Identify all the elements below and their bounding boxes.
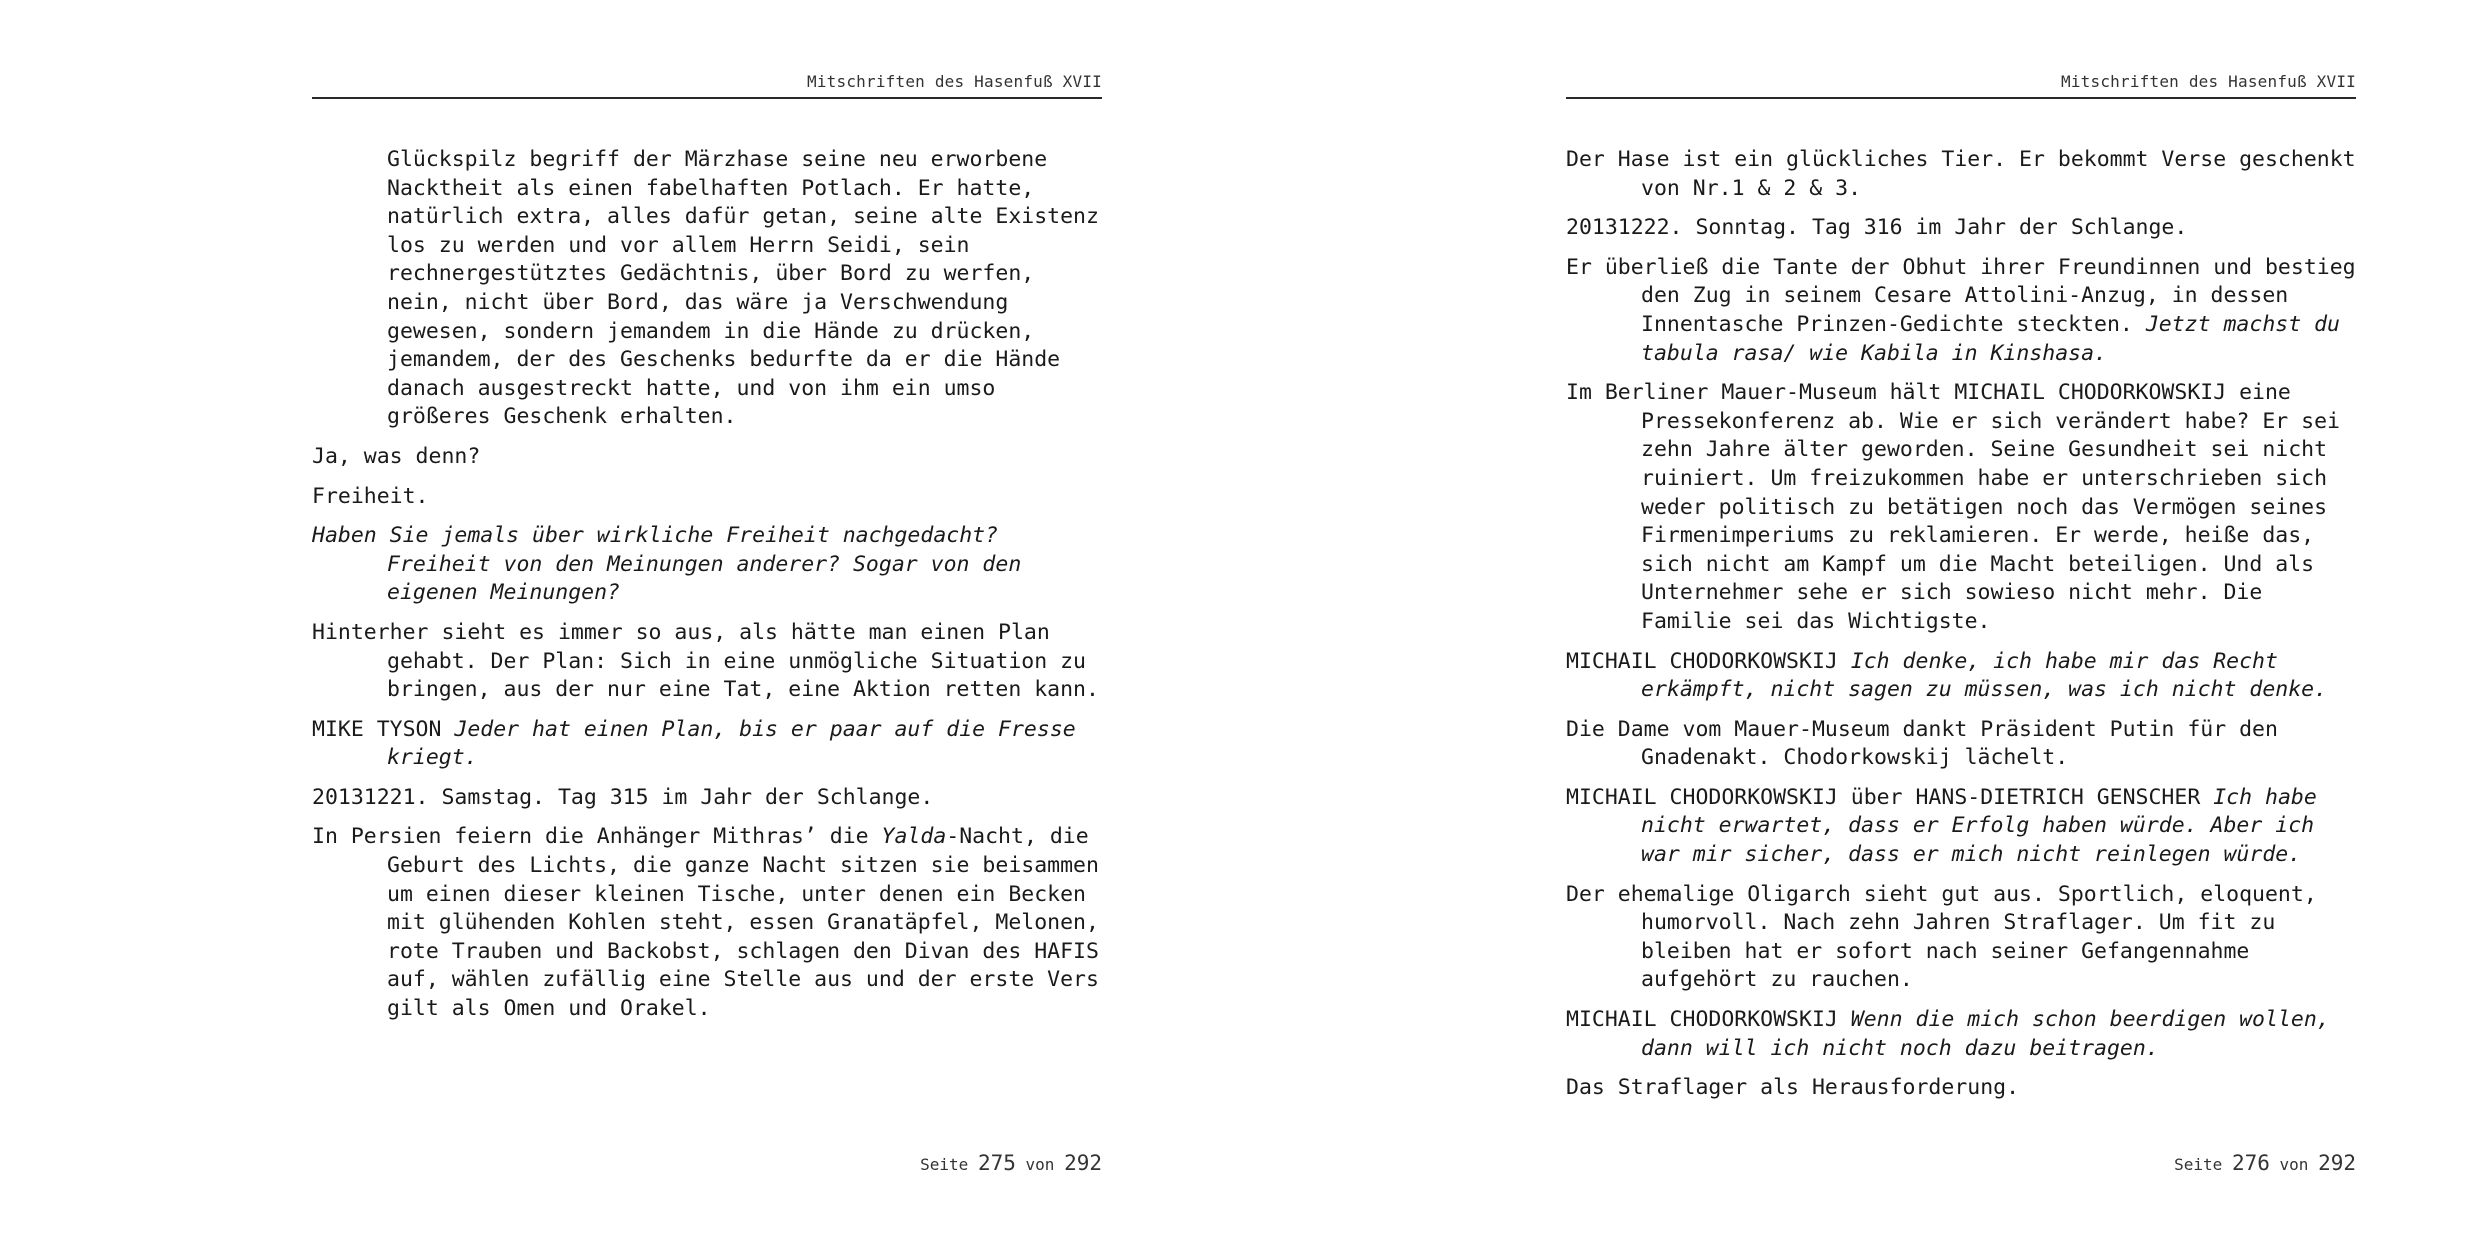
paragraph [312, 522, 1102, 608]
text-run: Der Hase ist ein glückliches Tier. Er bekommt Verse geschenkt von Nr.1 & 2 & 3. [1566, 147, 2356, 201]
running-header: Mitschriften des Hasenfuß XVII [807, 72, 1102, 91]
italic-text-run: Jetzt machst du tabula rasa/ wie Kabila in Kinshasa. [1641, 311, 2340, 366]
paragraph [1566, 648, 2356, 705]
paragraph [1566, 1006, 2356, 1063]
text-run: Glückspilz begriff der Märzhase seine neu erworbene Nacktheit als einen fabelhaften Potlach. Er hatte, natürlich extra, alles dafür getan, seine alte Existenz los zu werden und vor allem Herrn Seidi, sein rechnergestütztes Gedächtnis, über Bord zu werfen, nein, nicht über Bord, das wäre ja Verschwendung gewesen, sondern jemandem in die Hände zu drücken, jemandem, der des Geschenks bedurfte da er die Hände danach ausgestreckt hatte, und von ihm ein umso größeres Geschenk erhalten. [387, 147, 1099, 430]
text-run: Ja, was denn? [312, 443, 481, 469]
italic-text-run: Jeder hat einen Plan, bis er paar auf die Fresse kriegt. [387, 716, 1076, 771]
paragraph [1566, 881, 2356, 995]
page-total: 292 [1064, 1151, 1102, 1175]
text-run: MICHAIL CHODORKOWSKIJ [1566, 648, 1851, 674]
paragraph [1566, 1074, 2356, 1103]
footer-of: von [2279, 1155, 2309, 1174]
page-body [312, 146, 1102, 1035]
text-run: MICHAIL CHODORKOWSKIJ [1566, 1007, 1851, 1033]
text-run: Das Straflager als Herausforderung. [1566, 1075, 2020, 1101]
paragraph [1566, 784, 2356, 870]
text-run: MIKE TYSON [312, 716, 455, 742]
page-number: 276 [2231, 1151, 2270, 1175]
text-run: Der ehemalige Oligarch sieht gut aus. Sportlich, eloquent, humorvoll. Nach zehn Jahren Straflager. Um fit zu bleiben hat er sofort nach seiner Gefangennahme aufgehört zu rauchen. [1566, 881, 2317, 993]
italic-text-run: Yalda [881, 824, 947, 850]
italic-text-run: Wenn die mich schon beerdigen wollen, dann will ich nicht noch dazu beitragen. [1641, 1007, 2330, 1061]
text-run: In Persien feiern die Anhänger Mithras’ die [312, 824, 882, 850]
text-run: MICHAIL CHODORKOWSKIJ über HANS-DIETRICH GENSCHER [1566, 784, 2214, 810]
footer-prefix: Seite [920, 1155, 969, 1174]
paragraph [1566, 379, 2356, 636]
page-total: 292 [2318, 1151, 2356, 1175]
text-run: Im Berliner Mauer-Museum hält MICHAIL CHODORKOWSKIJ eine Pressekonferenz ab. Wie er sich verändert habe? Er sei zehn Jahre älter geworden. Seine Gesundheit sei nicht ruiniert. Um freizukommen habe er unterschrieben sich weder politisch zu betätigen noch das Vermögen seines Firmenimperiums zu reklamieren. Er werde, heiße das, sich nicht am Kampf um die Macht beteiligen. Und als Unternehmer sehe er sich sowieso nicht mehr. Die Familie sei das Wichtigste. [1566, 380, 2340, 634]
left-page [312, 0, 1102, 1240]
page-number: 275 [977, 1151, 1016, 1175]
paragraph [1566, 146, 2356, 203]
text-run: Hinterher sieht es immer so aus, als hätte man einen Plan gehabt. Der Plan: Sich in eine unmögliche Situation zu bringen, aus der nur eine Tat, eine Aktion retten kann. [312, 619, 1099, 703]
text-run: -Nacht, die Geburt des Lichts, die ganze Nacht sitzen sie beisammen um einen dieser kleinen Tische, unter denen ein Becken mit glühenden Kohlen steht, essen Granatäpfel, Melonen, rote Trauben und Backobst, schlagen den Divan des HAFIS auf, wählen zufällig eine Stelle aus und der erste Vers gilt als Omen und Orakel. [387, 824, 1099, 1022]
footer-of: von [1025, 1155, 1055, 1174]
page-footer [920, 1151, 1102, 1175]
header-rule [312, 97, 1102, 99]
text-run: Freiheit. [312, 483, 429, 509]
paragraph [312, 619, 1102, 705]
right-page [1566, 0, 2356, 1240]
paragraph [312, 716, 1102, 773]
paragraph [312, 443, 1102, 472]
italic-text-run: Ich denke, ich habe mir das Recht erkämpft, nicht sagen zu müssen, was ich nicht denke. [1641, 648, 2328, 703]
paragraph [312, 483, 1102, 512]
text-run: 20131221. Samstag. Tag 315 im Jahr der Schlange. [312, 784, 934, 810]
paragraph [1566, 254, 2356, 368]
paragraph [312, 784, 1102, 813]
footer-prefix: Seite [2174, 1155, 2223, 1174]
paragraph [1566, 214, 2356, 243]
paragraph [312, 823, 1102, 1023]
page-body [1566, 146, 2356, 1114]
text-run: Die Dame vom Mauer-Museum dankt Präsident Putin für den Gnadenakt. Chodorkowskij lächelt. [1566, 716, 2278, 771]
italic-text-run: Haben Sie jemals über wirkliche Freiheit nachgedacht? Freiheit von den Meinungen anderer? Sogar von den eigenen Meinungen? [312, 523, 1022, 606]
paragraph [1566, 716, 2356, 773]
italic-text-run: Ich habe nicht erwartet, dass er Erfolg haben würde. Aber ich war mir sicher, dass er mich nicht reinlegen würde. [1641, 784, 2317, 868]
text-run: 20131222. Sonntag. Tag 316 im Jahr der Schlange. [1566, 215, 2188, 241]
running-header: Mitschriften des Hasenfuß XVII [2061, 72, 2356, 91]
paragraph [312, 146, 1102, 432]
page-footer [2174, 1151, 2356, 1175]
text-run: Er überließ die Tante der Obhut ihrer Freundinnen und bestieg den Zug in seinem Cesare Attolini-Anzug, in dessen Innentasche Prinzen-Gedichte steckten. [1566, 254, 2356, 337]
header-rule [1566, 97, 2356, 99]
